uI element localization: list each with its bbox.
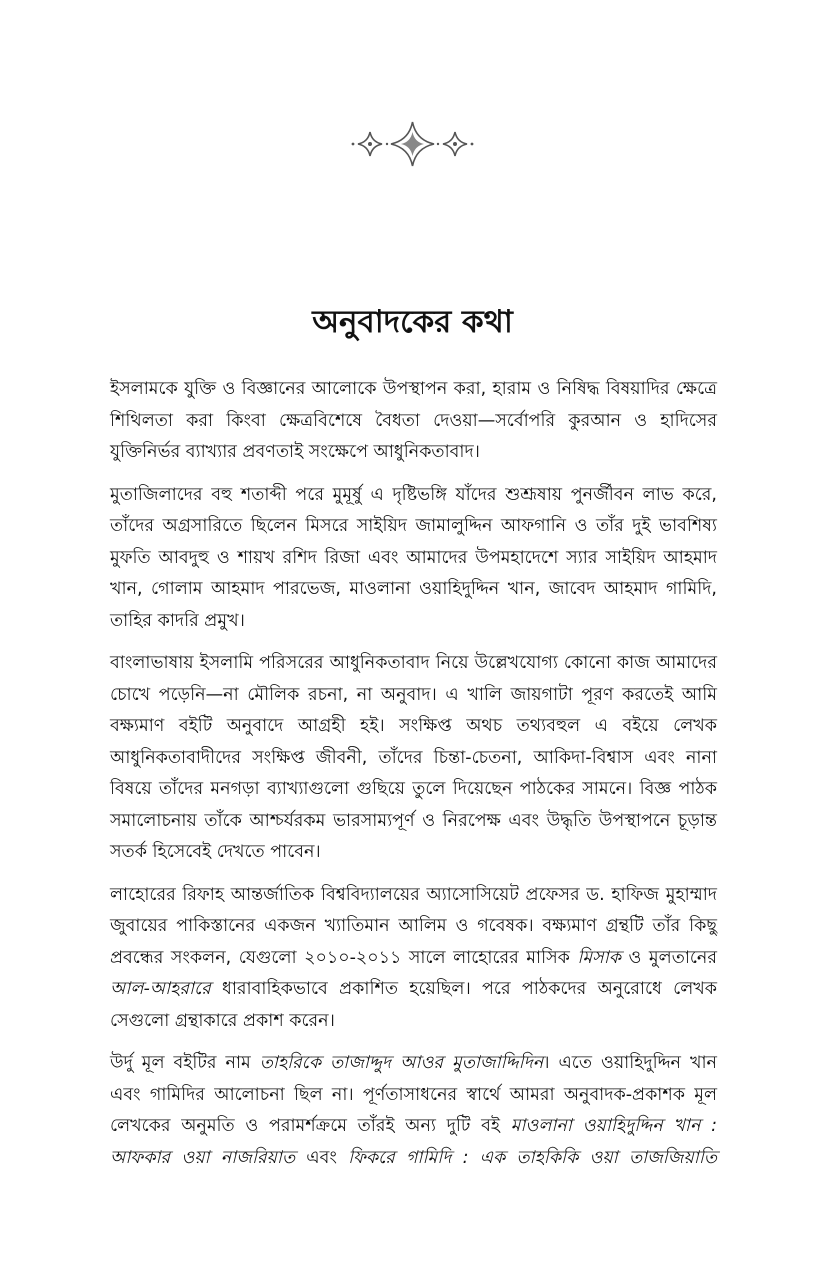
paragraph-5	[110, 1048, 717, 1174]
paragraph-1: ইসলামকে যুক্তি ও বিজ্ঞানের আলোকে উপস্থাপন করা, হারাম ও নিষিদ্ধ বিষয়াদির ক্ষেত্রে শিথিলতা করা কিংবা ক্ষেত্রবিশেষে বৈধতা দেওয়া—সর্বোপরি কুরআন ও হাদিসের যুক্তিনির্ভর ব্যাখ্যার প্রবণতাই সংক্ষেপে আধুনিকতাবাদ।	[110, 379, 717, 462]
paragraph-5-italic-3: ফিকরে গামিদি : এক তাহকিকি ওয়া তাজজিয়াতি	[348, 1147, 717, 1168]
paragraph-4	[110, 880, 717, 1038]
paragraph-5-italic-1: তাহরিকে তাজাদ্দুদ আওর মুতাজাদ্দিদিন	[259, 1053, 544, 1073]
paragraph-5-text-a: উর্দু মূল বইটির নাম	[110, 1053, 260, 1073]
paragraph-4-text-c: ধারাবাহিকভাবে প্রকাশিত হয়েছিল। পরে পাঠকদের অনুরোধে লেখক সেগুলো গ্রন্থাকারে প্রকাশ করেন।	[110, 979, 717, 1031]
page-title: অনুবাদকের কথা	[312, 304, 513, 340]
paragraph-4-italic-1: মিসাক	[577, 947, 622, 968]
paragraph-5-text-b: । এতে ওয়াহিদুদ্দিন খান এবং গামিদির আলোচনা ছিল না। পূর্ণতাসাধনের স্বার্থে আমরা অনুবাদক-প্রকাশক মূল লেখকের অনুমতি ও পরামর্শক্রমে তাঁরই অন্য দুটি বই	[110, 1053, 717, 1136]
paragraph-4-text-a: লাহোরের রিফাহ আন্তর্জাতিক বিশ্ববিদ্যালয়ের অ্যাসোসিয়েট প্রফেসর ড. হাফিজ মুহাম্মাদ জুবায়ের পাকিস্তানের একজন খ্যাতিমান আলিম ও গবেষক। বক্ষ্যমাণ গ্রন্থটি তাঁর কিছু প্রবন্ধের সংকলন, যেগুলো ২০১০-২০১১ সালে লাহোরের মাসিক	[110, 884, 717, 968]
paragraph-3: বাংলাভাষায় ইসলামি পরিসরের আধুনিকতাবাদ নিয়ে উল্লেখযোগ্য কোনো কাজ আমাদের চোখে পড়েনি—না মৌলিক রচনা, না অনুবাদ। এ খালি জায়গাটা পূরণ করতেই আমি বক্ষ্যমাণ বইটি অনুবাদে আগ্রহী হই। সংক্ষিপ্ত অথচ তথ্যবহুল এ বইয়ে লেখক আধুনিকতাবাদীদের সংক্ষিপ্ত জীবনী, তাঁদের চিন্তা-চেতনা, আকিদা-বিশ্বাস এবং নানা বিষয়ে তাঁদের মনগড়া ব্যাখ্যাগুলো গুছিয়ে তুলে দিয়েছেন পাঠকের সামনে। বিজ্ঞ পাঠক সমালোচনায় তাঁকে আশ্চর্যরকম ভারসাম্যপূর্ণ ও নিরপেক্ষ এবং উদ্ধৃতি উপস্থাপনে চূড়ান্ত সতর্ক হিসেবেই দেখতে পাবেন।	[110, 653, 717, 862]
paragraph-4-text-b: ও মুলতানের	[621, 947, 717, 968]
ornament-divider-icon	[350, 118, 475, 170]
body-text	[110, 374, 717, 1185]
paragraph-5-text-c: এবং	[295, 1147, 349, 1168]
paragraph-5-italic-2: মাওলানা ওয়াহিদুদ্দিন খান : আফকার ওয়া নাজরিয়াত	[110, 1116, 717, 1168]
paragraph-4-italic-2: আল-আহরারে	[110, 979, 211, 999]
paragraph-2: মুতাজিলাদের বহু শতাব্দী পরে মুমূর্ষু এ দৃষ্টিভঙ্গি যাঁদের শুশ্রূষায় পুনর্জীবন লাভ করে, তাঁদের অগ্রসারিতে ছিলেন মিসরে সাইয়িদ জামালুদ্দিন আফগানি ও তাঁর দুই ভাবশিষ্য মুফতি আবদুহু ও শায়খ রশিদ রিজা এবং আমাদের উপমহাদেশে স্যার সাইয়িদ আহমাদ খান, গোলাম আহমাদ পারভেজ, মাওলানা ওয়াহিদুদ্দিন খান, জাবেদ আহমাদ গামিদি, তাহির কাদরি প্রমুখ।	[110, 484, 717, 631]
